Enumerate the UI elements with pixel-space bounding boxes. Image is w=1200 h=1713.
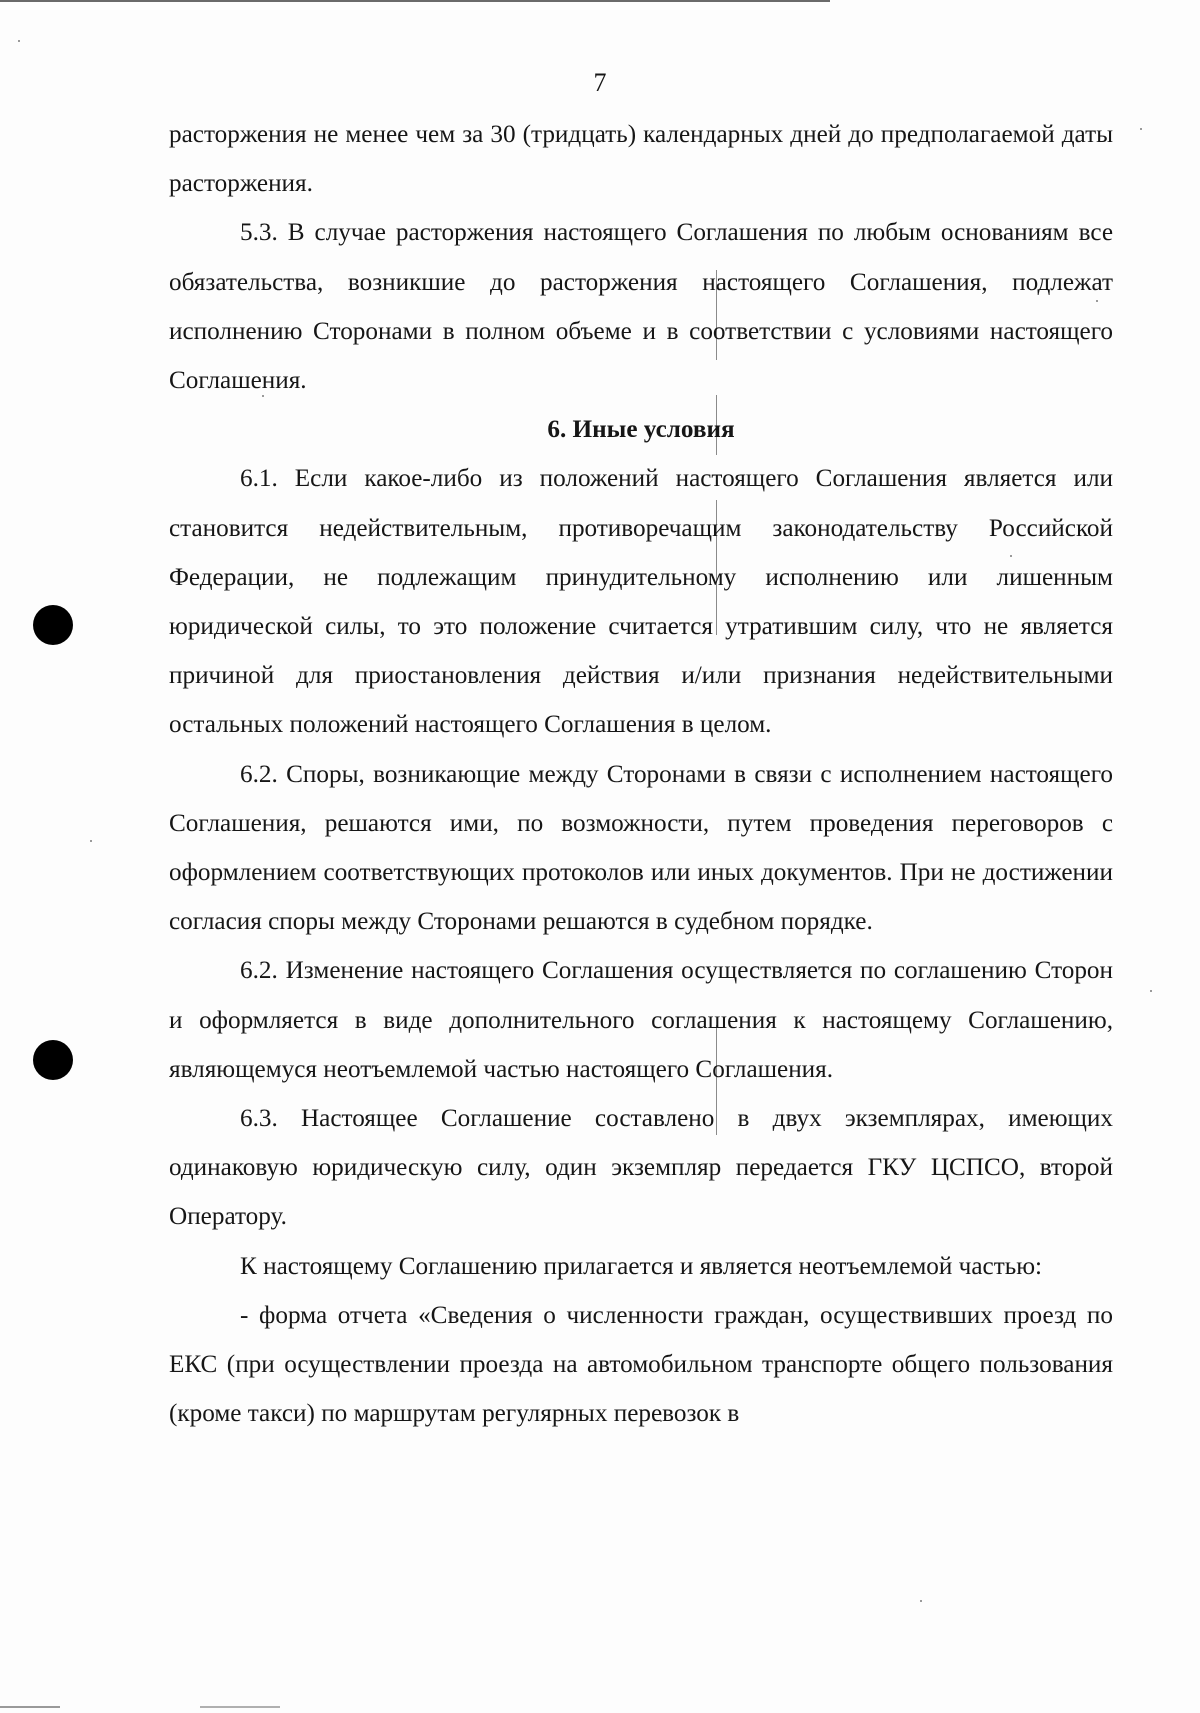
scan-bottom-edge bbox=[0, 1706, 1200, 1708]
paragraph-6-1: 6.1. Если какое-либо из положений настоящего Соглашения является или становится недействительным, противоречащим законодательству Российской Федерации, не подлежащим принудительному исполнению или лишенным юридической силы, то это положение считается утратившим силу, что не является причиной для приостановления действия и/или признания недействительными остальных положений настоящего Соглашения в целом. bbox=[169, 465, 1113, 739]
paragraph-continuation: расторжения не менее чем за 30 (тридцать) календарных дней до предполагаемой даты расторжения. bbox=[169, 121, 1113, 198]
scan-speck bbox=[1140, 128, 1142, 130]
scan-speck bbox=[18, 40, 20, 42]
scan-top-edge bbox=[0, 0, 830, 2]
paragraph-report-form: - форма отчета «Сведения о численности граждан, осуществивших проезд по ЕКС (при осуществлении проезда на автомобильном транспорте общего пользования (кроме такси) по маршрутам регулярных перевозок в bbox=[169, 1301, 1113, 1428]
paragraph-6-3: 6.3. Настоящее Соглашение составлено в двух экземплярах, имеющих одинаковую юридическую силу, один экземпляр передается ГКУ ЦСПСО, второй Оператору. bbox=[169, 1105, 1113, 1231]
punch-hole bbox=[33, 1040, 73, 1080]
scan-speck bbox=[920, 1600, 922, 1602]
page-number: 7 bbox=[593, 68, 607, 97]
paragraph-6-2-disputes: 6.2. Споры, возникающие между Сторонами в связи с исполнением настоящего Соглашения, решаются ими, по возможности, путем проведения переговоров с оформлением соответствующих протоколов или иных документов. При не достижении согласия споры между Сторонами решаются в судебном порядке. bbox=[169, 760, 1113, 936]
paragraph-6-2-amendments: 6.2. Изменение настоящего Соглашения осуществляется по соглашению Сторон и оформляется в виде дополнительного соглашения к настоящему Соглашению, являющемуся неотъемлемой частью настоящего Соглашения. bbox=[169, 957, 1113, 1083]
scan-speck bbox=[90, 840, 92, 842]
section-heading-6: 6. Иные условия bbox=[547, 416, 735, 444]
paragraph-attachments: К настоящему Соглашению прилагается и является неотъемлемой частью: bbox=[240, 1252, 1043, 1280]
punch-hole bbox=[33, 605, 73, 645]
scan-speck bbox=[1150, 990, 1152, 992]
document-body bbox=[169, 110, 1113, 1438]
paragraph-5-3: 5.3. В случае расторжения настоящего Соглашения по любым основаниям все обязательства, возникшие до расторжения настоящего Соглашения, подлежат исполнению Сторонами в полном объеме и в соответствии с условиями настоящего Соглашения. bbox=[169, 219, 1113, 395]
